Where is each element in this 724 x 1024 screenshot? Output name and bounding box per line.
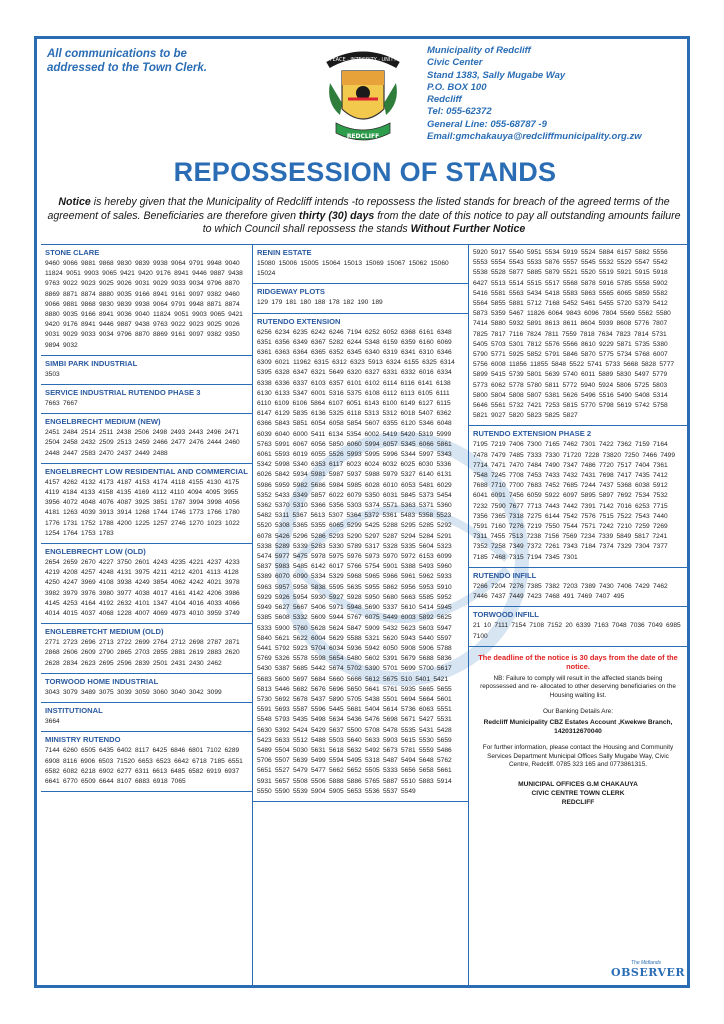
address-line: Redcliff bbox=[427, 94, 462, 106]
nb-note: NB: Failure to comply will result in the affected stands being repossessed and re- allocated to other deserving beneficiaries on the Housing waiting list. bbox=[480, 674, 676, 699]
stand-section bbox=[253, 245, 468, 284]
info-panel bbox=[469, 647, 687, 813]
notice-part1: is hereby given that the Municipality of Redcliff intends -to repossess the listed stands for breach of the agreed terms of the agreement of sales. Beneficiaries are therefore given bbox=[47, 196, 670, 222]
stand-numbers: 2451 2484 2514 2511 2438 2506 2498 2493 2443 2496 2471 2504 2458 2432 2509 2513 2459 2466 2477 2476 2444 2460 2448 2447 2583 2470 2437 2449 2488 bbox=[45, 429, 240, 457]
notice-frame bbox=[34, 36, 690, 988]
section-title: ENGLEBRECHT LOW (OLD) bbox=[45, 547, 146, 557]
page-title: REPOSSESSION OF STANDS bbox=[173, 157, 557, 187]
communications-note: All communications to be addressed to the Town Clerk. bbox=[47, 48, 207, 74]
column-2 bbox=[253, 245, 469, 985]
address-line: Stand 1383, Sally Mugabe Way bbox=[427, 69, 566, 81]
stand-numbers: 7663 7667 bbox=[45, 400, 78, 408]
address-line: P.O. BOX 100 bbox=[427, 81, 487, 93]
stand-section bbox=[41, 414, 252, 464]
section-title: RIDGEWAY PLOTS bbox=[257, 287, 325, 297]
section-title: RUTENDO EXTENSION bbox=[257, 316, 341, 326]
stand-numbers: 3043 3079 3489 3075 3039 3059 3060 3040 3042 3099 bbox=[45, 688, 222, 696]
stand-section bbox=[41, 356, 252, 385]
observer-logo bbox=[611, 960, 686, 979]
address-line: Civic Center bbox=[427, 57, 483, 69]
section-title: SERVICE INDUSTRIAL RUTENDO PHASE 3 bbox=[45, 388, 201, 398]
stand-section bbox=[41, 385, 252, 414]
section-title: TORWOOD HOME INDUSTRIAL bbox=[45, 676, 159, 686]
banking-heading: Our Banking Details Are: bbox=[543, 708, 613, 716]
section-title: RENIN ESTATE bbox=[257, 248, 312, 257]
stand-section bbox=[253, 284, 468, 313]
notice-days: thirty (30) days bbox=[298, 209, 375, 222]
stand-section bbox=[41, 245, 252, 356]
section-title: ENGELBRECHT MEDIUM (NEW) bbox=[45, 417, 161, 427]
stand-numbers: 7144 6260 6505 6435 6402 8117 6425 6846 6801 7102 6289 6908 8116 6906 6503 71520 6653 6523 6642 6718 7185 6551 6582 6082 6218 6902 6277 6311 6613 6485 6582 6919 6937 6641 6770 6509 6644 8107 6883 6918 7065 bbox=[45, 747, 243, 785]
notice-part2: from the date of this notice to pay all outstanding amounts failure to which Council shall repossess the stands bbox=[202, 209, 681, 236]
stand-numbers: 7195 7219 7406 7300 7165 7462 7301 7422 7362 7159 7164 7478 7479 7485 7333 7330 71720 7228 73820 7250 7466 7499 7714 7471 7470 7484 7490 7347 7486 7720 7517 7404 7361 7548 7245 7708 7453 7433 7432 7431 7698 7417 7435 7412 7688 7710 7700 7683 7452 7685 7244 7437 5368 6038 5912 6041 6091 7456 6059 5922 6097 5895 5897 7692 7534 7532 7232 7590 7677 7713 7443 7442 7391 7142 7016 6253 7715 7356 7365 7318 7275 6144 7542 7576 7515 7522 7543 7440 7591 7160 7276 7219 7550 7544 7571 7242 7210 7259 7269 7311 7455 7513 7238 7156 7569 7234 7339 5849 5817 7241 7352 7258 7349 7372 7261 7343 7184 7374 7329 7304 7377 7185 7468 7315 7194 7345 7301 bbox=[473, 441, 676, 561]
column-3-sections bbox=[469, 245, 687, 647]
sign-title: CIVIC CENTRE TOWN CLERK bbox=[531, 790, 625, 798]
section-title: TORWOOD INFILL bbox=[473, 610, 539, 620]
column-3 bbox=[469, 245, 687, 985]
section-title: ENGLEBRETCHT MEDIUM (OLD) bbox=[45, 627, 164, 637]
stand-section bbox=[41, 703, 252, 732]
address-line: Tel: 055-62372 bbox=[427, 106, 492, 118]
stand-numbers: 3664 bbox=[45, 718, 60, 726]
signature-block bbox=[477, 780, 679, 807]
logo-top-text: The Midlands bbox=[630, 960, 661, 966]
section-title: STONE CLARE bbox=[45, 248, 100, 257]
stand-section bbox=[469, 426, 687, 567]
stand-section bbox=[41, 624, 252, 674]
stand-section bbox=[41, 732, 252, 792]
municipal-address bbox=[427, 45, 689, 143]
stand-numbers: 15080 15006 15005 15064 15013 15069 15067 15062 15060 15024 bbox=[257, 260, 449, 278]
crest-motto-top: PEACE · INTEGRITY · UNITY bbox=[329, 57, 397, 63]
stand-numbers: 21 10 7111 7154 7108 7152 20 6339 7163 7048 7036 7049 6985 7100 bbox=[473, 622, 681, 640]
address-line: General Line: 055-68787 -9 bbox=[427, 118, 547, 130]
notice-lead: Notice bbox=[58, 196, 91, 208]
section-title: RUTENDO EXTENSION PHASE 2 bbox=[473, 429, 592, 439]
section-title: RUTENDO INFILL bbox=[473, 570, 537, 580]
address-line[interactable]: Email:gmchakauya@redcliffmunicipality.org.zw bbox=[427, 131, 642, 143]
stand-numbers: 6256 6234 6235 6242 6246 7194 6252 6052 6368 6161 6348 6351 6356 6349 6367 5282 6244 5348 6159 6359 6160 6069 6361 6363 6364 6365 6352 6345 6340 6319 6341 6310 6346 6309 6021 11962 6315 6312 6323 5913 6324 6155 6325 6314 5395 6328 6347 6321 5649 6320 6327 6331 6332 6016 6334 6338 6336 6337 6103 6357 6101 6102 6114 6116 6141 6138 6130 6133 5347 6001 5316 5375 6108 6112 6113 6105 6111 6110 6109 6106 5864 6107 6051 6143 6100 6149 6127 6115 6147 6129 5835 6136 5325 6118 5313 5312 6018 5407 6362 6366 5843 5851 6054 6058 5854 5607 6355 6120 5346 6048 6039 6040 6000 5411 6134 5354 6002 5419 5420 5319 5999 5763 5991 6067 6056 5850 6060 5994 6057 5345 6066 5861 6061 5593 6019 6055 5526 5993 5995 5996 5344 5997 5343 5342 5998 5340 6353 6117 6023 6024 6032 6025 6030 5336 6026 5842 5934 5981 5987 5937 5988 5979 5327 6140 6131 5986 5959 5982 5686 5984 5985 6028 6010 6053 5481 6029 5352 5433 5349 5857 6022 6079 5350 6031 5845 5373 5454 5362 5370 5310 5366 5356 5303 5374 5571 5363 5371 5360 5482 5311 5367 5613 5307 5364 5372 5361 5483 5358 5523 5520 5308 5365 5355 6065 5299 5425 5288 5295 5285 5292 6078 5426 5296 5286 5293 5290 5297 5287 5294 5284 5291 5338 5289 5339 5283 5330 5789 5317 5328 5335 5604 5323 5474 5977 5475 5978 5975 5976 5973 5970 5972 6153 6099 5837 5983 5485 6142 6017 5766 5754 5901 5388 5493 5960 5389 6070 6090 5334 5329 5968 5965 5966 5961 5962 5933 5963 5957 5958 5838 5595 5635 5955 5862 5956 5953 5910 5929 5926 5954 5930 5927 5928 5950 5680 5663 5585 5952 5949 5627 5667 5406 5971 5948 5690 5337 5610 5414 5945 5385 5608 5332 5609 5944 5767 6075 5449 6003 5892 5625 5333 5900 5760 5628 5624 5847 5909 5432 5623 5603 5947 5840 5621 5622 6004 5629 5588 5321 5620 5943 5440 5597 5441 5792 5923 5704 6034 5936 5942 6050 5908 5906 5788 5769 5326 5578 5598 5654 5480 5602 5391 5679 5688 5836 5430 5387 5685 5442 5674 5702 5390 5701 5699 5700 5617 5683 5600 5697 5684 5660 5666 5612 5675 510 5401 5421 5813 5446 5682 5676 5696 5650 5641 5761 5935 5665 5655 5730 5692 5678 5437 5890 5705 5438 5501 5694 5664 5601 5591 5693 5587 5596 5445 5681 5404 5614 5736 6063 5551 5548 5793 5435 5498 5634 5436 5476 5698 5671 5427 5531 5630 5392 5424 5429 5637 5500 5708 5478 5535 5431 5428 5423 5633 5512 5488 5503 5640 5633 5903 5615 5530 5659 5489 5504 5030 5631 5618 5632 5492 5673 5781 5559 5486 5706 5507 5639 5499 5594 5495 5318 5487 5494 5648 5762 5651 5527 5479 5477 5662 5652 5505 5333 5656 5658 5661 5931 5657 5508 5506 5888 5886 5765 5887 5510 5883 5914 5550 5590 5539 5904 5905 5653 5536 5537 5549 bbox=[257, 328, 455, 795]
deadline-notice: The deadline of the notice is 30 days from the date of the notice. bbox=[478, 652, 678, 672]
stand-numbers: 3503 bbox=[45, 370, 60, 378]
section-title: MINISTRY RUTENDO bbox=[45, 735, 121, 745]
stand-section bbox=[41, 464, 252, 544]
stand-numbers: 129 179 181 180 188 178 182 190 189 bbox=[257, 299, 383, 307]
notice-tail: Without Further Notice bbox=[410, 223, 526, 236]
sign-name: MUNICIPAL OFFICES G.M CHAKAUYA bbox=[518, 781, 638, 789]
stand-numbers: 2771 2723 2696 2713 2722 2699 2764 2712 2698 2787 2871 2868 2606 2609 2790 2865 2703 2855 2881 2619 2883 2620 2628 2834 2623 2695 2596 2839 2501 2431 2430 2462 bbox=[45, 639, 240, 667]
contact-info: For further information, please contact the Housing and Community Services Department Municipal Offices Sally Mugabe Way, Civic Centre, Redcliff. 0785 323 165 and 0773861315. bbox=[482, 744, 674, 769]
section-title: INSTITUTIONAL bbox=[45, 706, 103, 716]
section-title: ENGELBRECHT LOW RESIDENTIAL AND COMMERCIAL bbox=[45, 466, 248, 476]
address-line: Municipality of Redcliff bbox=[427, 45, 531, 56]
stand-section bbox=[41, 544, 252, 624]
stand-numbers: 9460 9066 9881 9868 9830 9839 9938 9064 9791 9948 9040 11824 9051 9903 9065 9421 9420 9176 8941 9446 9887 9438 9763 9022 9023 9025 9026 9031 9029 9033 9034 9796 8870 8869 8871 8874 8880 9035 9166 8941 9161 9097 9382 9460 9066 9881 9868 9830 9839 9938 9064 9791 9948 8871 8874 8880 9035 9166 8941 9036 9040 11824 9051 9903 9065 9421 9420 9176 8941 9446 9887 9438 9763 9022 9023 9025 9026 9031 9029 9033 9034 9796 8870 8869 9161 9097 9382 9350 9894 9032 bbox=[45, 260, 243, 349]
stand-section bbox=[469, 607, 687, 646]
stand-numbers: 4157 4262 4132 4173 4187 4153 4174 4118 4155 4130 4175 4119 4184 4133 4158 4135 4169 4112 4110 4094 4095 3955 3956 4072 4048 4076 4087 3925 3851 1787 3994 3998 4056 4181 1263 4039 3913 3914 1268 1744 1746 1773 1766 1780 1776 1731 1752 1788 4200 1225 1257 2746 1270 1023 1022 1254 1764 1753 1783 bbox=[45, 478, 240, 537]
stand-numbers: 2654 2659 2670 4227 3750 2601 4243 4235 4221 4237 4233 4219 4208 4257 4248 4131 3975 4211 4212 4201 4113 4128 4250 4247 3969 4108 3938 4249 3854 4062 4242 4021 3978 3982 3979 3976 3980 3977 4038 4017 4161 4142 4206 3986 4145 4253 4164 4192 2632 4101 1347 4104 4016 4033 4066 4014 4015 4037 4068 1228 4007 4069 4973 4010 3959 3749 bbox=[45, 559, 240, 618]
stand-section bbox=[469, 568, 687, 607]
stand-section bbox=[469, 245, 687, 426]
banking-details: Redcliff Municipality CBZ Estates Account ,Kwekwe Branch, 1420312670040 bbox=[483, 719, 673, 735]
logo-main-text: OBSERVER bbox=[611, 966, 686, 979]
crest-motto-bottom: REDCLIFF bbox=[346, 133, 380, 140]
stand-section bbox=[253, 314, 468, 802]
sign-place: REDCLIFF bbox=[561, 799, 595, 807]
stand-numbers: 7266 7204 7276 7385 7382 7203 7389 7430 7406 7429 7462 7446 7437 7449 7423 7468 491 7469 7407 495 bbox=[473, 582, 668, 601]
municipal-crest-icon bbox=[322, 43, 404, 153]
stand-numbers: 5920 5917 5540 5951 5534 5919 5524 5884 6157 5882 5556 5553 5554 5543 5533 5876 5557 5545 5532 5529 5547 5542 5538 5528 5877 5885 5879 5521 5520 5519 5921 5915 5918 6427 5513 5514 5515 5517 5568 5878 5916 5785 5558 5902 5416 5581 5563 5434 5418 5583 5863 5565 6065 5859 5582 5564 5855 5881 5712 7168 5452 5461 5455 5720 5379 5412 5873 5359 5467 11826 6064 9843 6096 7804 5569 5562 5580 7414 5880 5932 5891 8613 8611 8604 5939 8608 5776 7807 7825 7817 7116 7824 7811 7559 7818 7634 7823 7814 5731 5405 5703 5301 7812 5576 5566 8610 9229 5871 5735 5380 5790 5771 5925 5852 5791 5846 5870 5775 5734 5768 6007 5756 6008 11856 11855 5848 5522 5741 5733 5668 5828 5777 5899 5415 5739 5801 5639 5740 6011 5889 5830 5497 5779 5773 6062 5778 5780 5811 5772 5940 5924 5806 5725 5803 5800 5804 5808 5807 5381 5626 5496 5516 5490 5408 5314 5646 5561 5732 7421 7253 5815 5770 5798 5619 5742 5758 5821 9027 5820 5823 5825 5827 bbox=[473, 249, 675, 420]
stand-listing bbox=[41, 244, 687, 984]
column-1 bbox=[41, 245, 253, 985]
stand-section bbox=[41, 674, 252, 703]
notice-paragraph bbox=[45, 196, 683, 237]
section-title: SIMBI PARK INDUSTRIAL bbox=[45, 358, 138, 368]
